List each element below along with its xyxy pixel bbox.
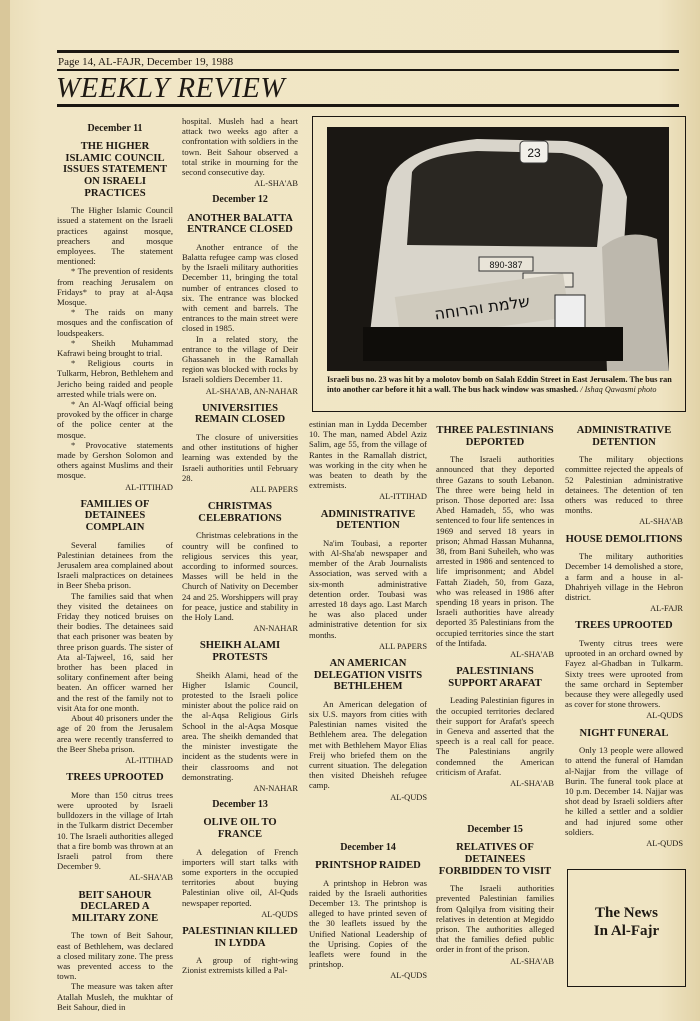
headline: CHRISTMAS CELEBRATIONS xyxy=(198,501,282,524)
paragraph: The measure was taken after Atallah Musleh, the mukhtar of Beit Sahour, died in xyxy=(57,981,173,1012)
column-1 xyxy=(57,118,173,1012)
column-3 xyxy=(309,419,427,988)
top-rule xyxy=(57,50,679,53)
source-credit: AL-ITTIHAD xyxy=(125,755,173,765)
date-heading: December 13 xyxy=(212,799,268,811)
source-credit: AL-SHA'AB xyxy=(510,779,554,789)
source-credit: AL-QUDS xyxy=(390,971,427,981)
bus-illustration xyxy=(327,127,669,371)
source-credit: AL-SHA'AB xyxy=(510,650,554,660)
paragraph: The Israeli authorities announced that they deported three Gazans to south Lebanon. The three were being held in prison. Those deported are: Issa Abed Hamadeh, 55, who was sentenced to four life sentences in 1969 and served 18 years in prison; Ahmad Hassan Muhanna, 38, from Bani Suheileh, who was arrested in 1986 and sentenced to life imprisonment; and Abdel Fattah Ziadeh, 50, from Gaza, who was released in 1986 after spending 18 years in prison. The Israeli authorities have already deported 35 Palestinians from the occupied territories since the start of the Intifada. xyxy=(436,454,554,648)
header-rule xyxy=(57,69,679,71)
bumper xyxy=(363,327,623,361)
date-heading: December 12 xyxy=(212,194,268,206)
source-credit: AL-ITTIHAD xyxy=(379,492,427,502)
source-credit: AL-ITTIHAD xyxy=(125,482,173,492)
page-header-line: Page 14, AL-FAJR, December 19, 1988 xyxy=(58,56,234,68)
source-credit: AL-FAJR xyxy=(650,604,683,614)
bus-photo xyxy=(327,127,669,371)
headline: THE HIGHER ISLAMIC COUNCIL ISSUES STATEMENT ON ISRAELI PRACTICES xyxy=(62,141,168,199)
headline: TREES UPROOTED xyxy=(575,620,673,632)
source-credit: AN-NAHAR xyxy=(253,624,298,634)
page-edge xyxy=(0,0,10,1021)
headline: FAMILIES OF DETAINEES COMPLAIN xyxy=(80,498,150,534)
paragraph: The families said that when they visited the detainees on Friday they noticed bruises on their bodies. The detainees said that each prisoner was beaten by three prison guards. The sister of Ata al-Tajweel, 16, said her brother has been placed in solitary confinement after being beaten. An officer warned her and the rest of the family not to visit Ata for one month. xyxy=(57,590,173,713)
paragraph: * Provocative statements made by Gershon Solomon and others against Muslims and their mosque. xyxy=(57,439,173,481)
photo-frame xyxy=(312,116,686,412)
news-box-line-2: In Al-Fajr xyxy=(593,923,660,939)
paragraph: Several families of Palestinian detainees from the Jerusalem area complained about Israeli malpractices on detainees in Beer Sheba prison. xyxy=(57,539,173,591)
news-box xyxy=(567,869,686,987)
paragraph: A delegation of French importers will start talks with some exporters in the occupied territories about buying Palestinian olive oil, Al-Quds newspaper reported. xyxy=(182,846,298,908)
headline: NIGHT FUNERAL xyxy=(579,727,669,739)
headline: ANOTHER BALATTA ENTRANCE CLOSED xyxy=(187,212,293,236)
headline: BEIT SAHOUR DECLARED A MILITARY ZONE xyxy=(71,889,159,924)
source-credit: AL-QUDS xyxy=(646,839,683,849)
headline: PALESTINIAN KILLED IN LYDDA xyxy=(182,925,298,949)
paragraph: In a related story, the entrance to the village of Deir Ghassaneh in the Ramallah region was blocked with rocks by Israeli soldiers December 11. xyxy=(182,333,298,385)
headline: AN AMERICAN DELEGATION VISITS BETHLEHEM xyxy=(313,658,423,693)
bus-number: 23 xyxy=(527,146,541,160)
headline: TREES UPROOTED xyxy=(66,772,164,784)
headline: OLIVE OIL TO FRANCE xyxy=(203,817,277,840)
caption-text: Israeli bus no. 23 was hit by a molotov bomb on Salah Eddin Street in East Jerusalem. The bus ran into another car before it hit a wall. The bus hack window was smashed. xyxy=(327,375,672,394)
headline: SHEIKH ALAMI PROTESTS xyxy=(199,640,281,664)
photo-credit: / Ishaq Qawasmi photo xyxy=(580,384,657,394)
paragraph: The Higher Islamic Council issued a statement on the Israeli practices against mosque, preachers and mosque employees. The statement mentioned: xyxy=(57,205,173,267)
banner-text: שלמת והרוחה xyxy=(433,291,531,324)
section-title: WEEKLY REVIEW xyxy=(56,72,286,104)
date-heading: December 11 xyxy=(87,123,143,134)
paragraph: Only 13 people were allowed to attend the funeral of Hamdan al-Najjar from the village of Burin. The funeral took place at 10 p.m. December 14. Najjar was shot dead by Israeli soldiers after he killed a settler and a soldier and had injured some other soldiers. xyxy=(565,745,683,837)
paragraph: Leading Palestinian figures in the occupied territories declared their support for Arafat's speech in Geneva and asserted that the speech is a real call for peace. The Palestinians angrily condemned the American criticism of Arafat. xyxy=(436,695,554,777)
headline: ADMINISTRATIVE DETENTION xyxy=(320,508,416,532)
paragraph: A group of right-wing Zionist extremists killed a Pal- xyxy=(182,955,298,976)
news-box-text xyxy=(568,904,685,940)
headline: ADMINISTRATIVE DETENTION xyxy=(576,425,672,448)
paragraph: About 40 prisoners under the age of 20 from the Jerusalem area were recently transferred to the Beer Sheba prison. xyxy=(57,713,173,754)
paragraph: Na'im Toubasi, a reporter with Al-Sha'ab newspaper and member of the Arab Journalists Association, was served with a six-month administrative detention order. Toubasi was arrested 18 days ago. Last March he was also placed under administrative detention for six months. xyxy=(309,537,427,640)
paragraph: The closure of universities and other institutions of higher learning was extended by the Israeli authorities until February 28. xyxy=(182,432,298,483)
source-credit: AL-QUDS xyxy=(390,792,427,802)
headline: HOUSE DEMOLITIONS xyxy=(565,533,683,545)
paragraph: * The prevention of residents from reaching Jerusalem on Fridays* to pray at al-Aqsa Mosque. xyxy=(57,266,173,307)
paragraph: The Israeli authorities prevented Palestinian families from Qalqilya from visiting their relatives in detention at Megiddo prison. The authorities alleged that the families defied public order in front of the prison. xyxy=(436,883,554,955)
paragraph: Sheikh Alami, head of the Higher Islamic Council, protested to the Israeli police minister about the police raid on the al-Aqsa Religious Girls School in the al-Aqsa Mosque area. The sheikh demanded that the minister investigate the incident as the students were in their classrooms and not demonstrating. xyxy=(182,669,298,782)
column-2 xyxy=(182,116,298,976)
paragraph: * Religious courts in Tulkarm, Hebron, Bethlehem and Jericho being raided and people arrested while trials were on. xyxy=(57,358,173,399)
paragraph: Twenty citrus trees were uprooted in an orchard owned by Fayez al-Ghadban in Tulkarm. Sixty trees were uprooted from the same orchard in September because they were allegedly used as cover for stone throwers. xyxy=(565,638,683,710)
source-credit: AL-SHA'AB xyxy=(510,956,554,966)
plate-1-text: 890-387 xyxy=(489,260,523,270)
paragraph: An American delegation of six U.S. mayors from cities with Palestinian names visited the Bethlehem area. The delegation met with Bethlehem Mayor Elias Freij who briefed them on the current situation. The delegation then visited Dheisheh refugee camp. xyxy=(309,698,427,791)
bus-window xyxy=(407,151,603,247)
paragraph: The military authorities December 14 demolished a store, a farm and a house in al-Dhahriyeh village in the Hebron district. xyxy=(565,551,683,603)
paragraph: * An Al-Waqf official being provoked by the officer in charge of the police center at the mosque. xyxy=(57,399,173,440)
headline: RELATIVES OF DETAINEES FORBIDDEN TO VISIT xyxy=(438,842,552,877)
paragraph: The military objections committee rejected the appeals of 52 Palestinian administrative detainees. The detention of ten others was reduced to three months. xyxy=(565,454,683,516)
source-credit: AL-QUDS xyxy=(646,711,683,721)
headline: THREE PALESTINIANS DEPORTED xyxy=(436,425,554,448)
paragraph: A printshop in Hebron was raided by the Israeli authorities December 13. The printshop is alleged to have printed seven of the 30 leaflets issued by the Unified National Leadership of the Uprising. Copies of the leaflets were found in the printshop. xyxy=(309,877,427,970)
paragraph: Christmas celebrations in the country will be confined to religious services this year, according to informed sources. Masses will be held in the Church of Nativity on December 24 and 25. Worshippers will pray for peace, justice and stability in the Holy Land. xyxy=(182,530,298,623)
column-4 xyxy=(436,419,554,973)
paragraph: * Sheikh Muhammad Kafrawi being brought to trial. xyxy=(57,337,173,359)
source-credit: ALL PAPERS xyxy=(249,485,298,495)
headline: PALESTINIANS SUPPORT ARAFAT xyxy=(448,666,542,689)
paragraph: * The raids on many mosques and the confiscation of loudspeakers. xyxy=(57,307,173,338)
source-credit: AL-SHA'AB xyxy=(129,873,173,883)
title-rule xyxy=(57,104,679,107)
column-5 xyxy=(565,419,683,855)
photo-caption xyxy=(327,375,673,394)
source-credit: AL-QUDS xyxy=(261,909,298,919)
source-credit: AL-SHA'AB, AN-NAHAR xyxy=(205,386,298,396)
source-credit: AN-NAHAR xyxy=(253,783,298,793)
headline: PRINTSHOP RAIDED xyxy=(315,860,421,872)
news-box-line-1: The News xyxy=(595,905,658,921)
source-credit: ALL PAPERS xyxy=(378,641,427,651)
date-heading: December 15 xyxy=(467,824,523,836)
date-heading: December 14 xyxy=(340,841,396,853)
paragraph: The town of Beit Sahour, east of Bethlehem, was declared a closed military zone. The press was prevented access to the town. xyxy=(57,930,173,982)
paragraph: estinian man in Lydda December 10. The man, named Abdel Aziz Salim, age 55, from the village of Rantes in the Ramallah district, was working in the city when he was beaten to death by the extremists. xyxy=(309,419,427,491)
paragraph: Another entrance of the Balatta refugee camp was closed by the Israeli military authorities December 11, bringing the total number of entrances closed to six. The entrance was blocked with cement and barrels. The entrances to the main street were closed in 1985. xyxy=(182,241,298,334)
headline: UNIVERSITIES REMAIN CLOSED xyxy=(194,402,286,426)
source-credit: AL-SHA'AB xyxy=(254,179,298,189)
paragraph: hospital. Musleh had a heart attack two weeks ago after a confrontation with soldiers in the town. Beit Sahour observed a total strike in mourning for the second consecutive day. xyxy=(182,116,298,178)
source-credit: AL-SHA'AB xyxy=(639,517,683,527)
paragraph: More than 150 citrus trees were uprooted by Israeli bulldozers in the village of Irtah in the Tulkarm district December 10. The Israeli authorities alleged that a fire bomb was thrown at an Israeli patrol from there December 9. xyxy=(57,789,173,872)
